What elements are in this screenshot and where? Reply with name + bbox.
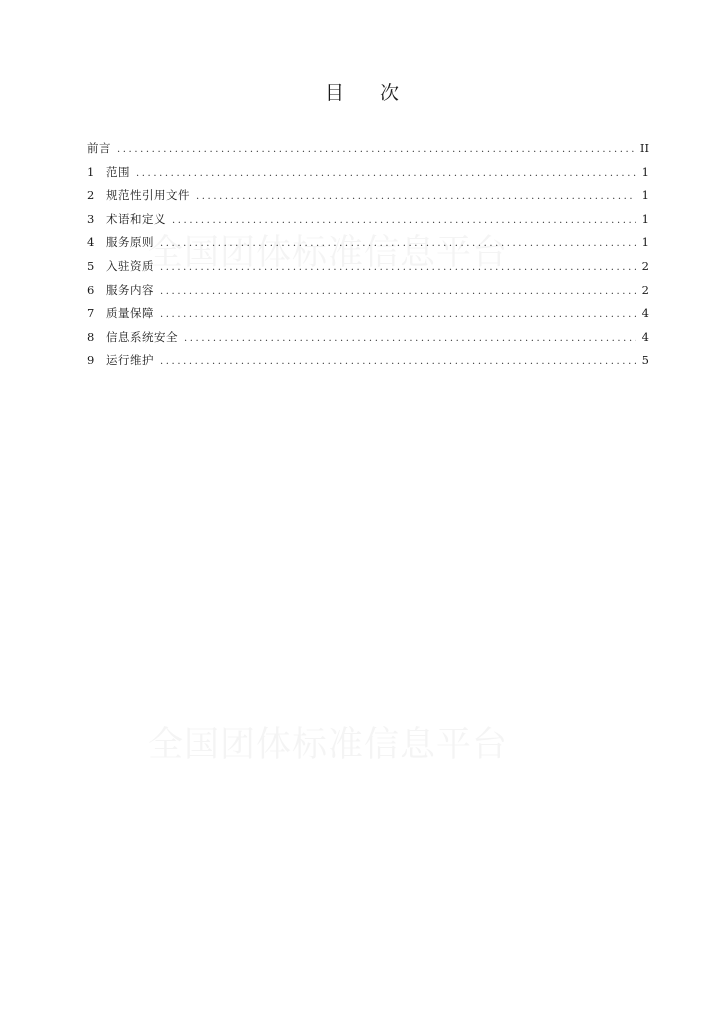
toc-entry-page: 1	[641, 235, 649, 250]
toc-entry-label: 规范性引用文件	[106, 188, 190, 203]
toc-entry-label: 术语和定义	[106, 211, 166, 226]
toc-entry-foreword[interactable]	[87, 137, 649, 161]
toc-entry-page: 1	[641, 211, 649, 226]
toc-leader-dots	[160, 280, 636, 304]
toc-entry-8[interactable]	[87, 326, 649, 350]
toc-entry-6[interactable]	[87, 279, 649, 303]
toc-entry-page: 2	[641, 258, 649, 273]
toc-entry-page: 5	[641, 353, 649, 368]
toc-entry-1[interactable]	[87, 161, 649, 185]
toc-entry-page: 4	[641, 306, 649, 321]
toc-leader-dots	[160, 350, 636, 374]
watermark-text: 全国团体标准信息平台	[148, 233, 509, 273]
toc-leader-dots	[184, 327, 636, 351]
toc-entry-number: 9	[87, 353, 95, 368]
toc-entry-page: 2	[641, 282, 649, 297]
toc-entry-label: 服务原则	[106, 235, 154, 250]
toc-entry-label: 运行维护	[106, 353, 154, 368]
toc-leader-dots	[117, 138, 634, 162]
table-of-contents	[87, 137, 649, 373]
toc-entry-number: 6	[87, 282, 95, 297]
toc-leader-dots	[160, 256, 636, 280]
toc-entry-9[interactable]	[87, 349, 649, 373]
page-title-char: 次	[380, 82, 400, 104]
toc-entry-4[interactable]	[87, 231, 649, 255]
page-title	[0, 78, 724, 105]
toc-entry-label: 范围	[106, 164, 130, 179]
toc-entry-number: 4	[87, 235, 95, 250]
toc-entry-5[interactable]	[87, 255, 649, 279]
toc-entry-number: 7	[87, 306, 95, 321]
toc-leader-dots	[160, 232, 636, 256]
toc-leader-dots	[196, 185, 636, 209]
toc-entry-label: 信息系统安全	[106, 329, 178, 344]
toc-entry-7[interactable]	[87, 302, 649, 326]
toc-entry-label: 前言	[87, 141, 111, 155]
toc-entry-label: 质量保障	[106, 306, 154, 321]
watermark-text: 全国团体标准信息平台	[148, 725, 509, 765]
toc-entry-page: 1	[641, 188, 649, 203]
toc-entry-2[interactable]	[87, 184, 649, 208]
toc-entry-page: 4	[641, 329, 649, 344]
toc-entry-number: 3	[87, 211, 95, 226]
toc-entry-page: II	[639, 141, 649, 155]
toc-entry-number: 2	[87, 188, 95, 203]
toc-leader-dots	[160, 303, 636, 327]
toc-entry-3[interactable]	[87, 208, 649, 232]
toc-entry-number: 5	[87, 258, 95, 273]
toc-entry-number: 1	[87, 164, 95, 179]
toc-entry-label: 服务内容	[106, 282, 154, 297]
toc-entry-number: 8	[87, 329, 95, 344]
toc-entry-label: 入驻资质	[106, 258, 154, 273]
page-title-char: 目	[324, 82, 344, 104]
toc-leader-dots	[172, 209, 636, 233]
toc-entry-page: 1	[641, 164, 649, 179]
toc-leader-dots	[136, 162, 636, 186]
